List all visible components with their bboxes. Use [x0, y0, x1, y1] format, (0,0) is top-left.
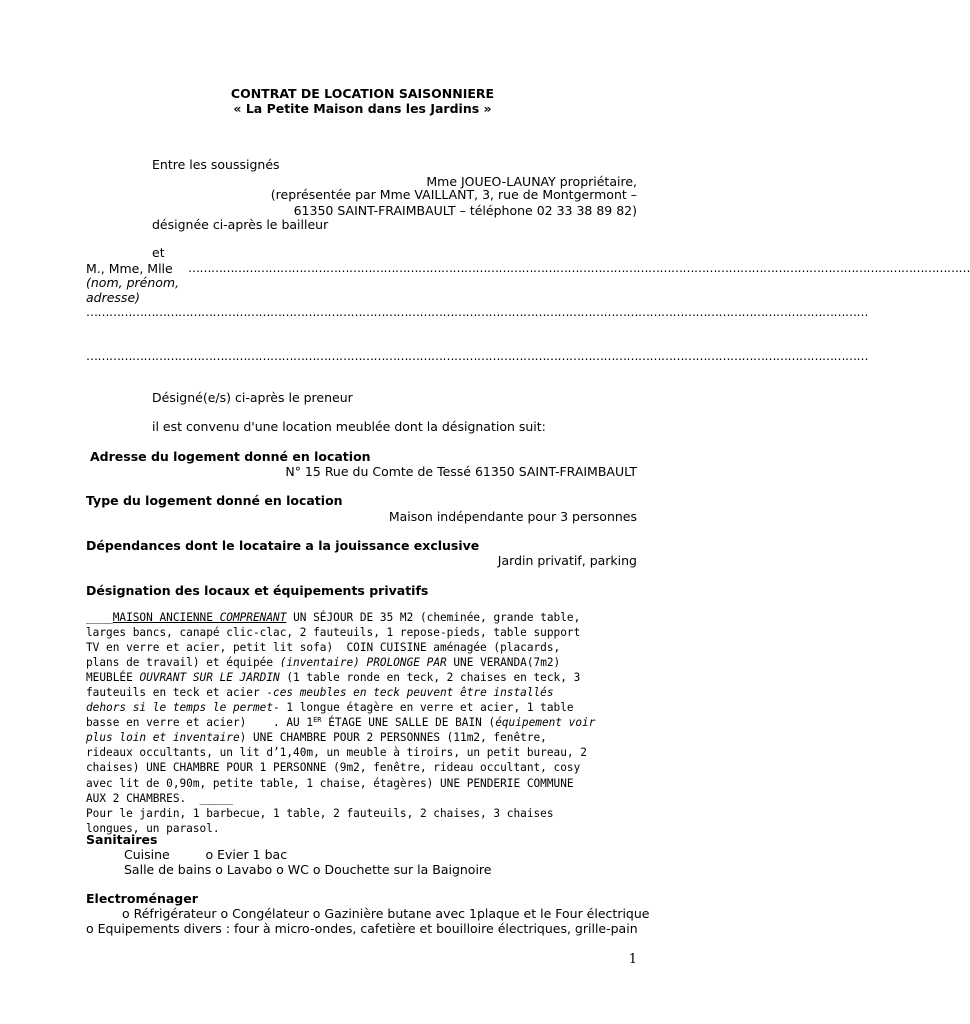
tenant-address-field-2: …………………………………………………………………………………………………………………………………………………………………………………… — [86, 349, 868, 363]
ordinal-suffix: ER — [313, 716, 322, 725]
address-heading: Adresse du logement donné en location — [90, 449, 371, 464]
premises-text: chaises) UNE CHAMBRE POUR 1 PERSONNE (9m2, fenêtre, rideau occultant, cosy — [86, 761, 581, 775]
premises-text: fauteuils en teck et acier — [86, 686, 267, 700]
premises-text: AUX 2 CHAMBRES. — [86, 791, 200, 805]
premises-text: Pour le jardin, 1 barbecue, 1 table, 2 fauteuils, 2 chaises, 3 chaises — [86, 806, 554, 820]
tenant-name-field: …………………………………………………………………………………………………………………………………………………………………………………… — [188, 261, 970, 275]
premises-text: -ces meubles en teck peuvent être installés — [266, 686, 554, 700]
premises-text: avec lit de 0,90m, petite table, 1 chaise, étagères) UNE PENDERIE COMMUNE — [86, 776, 574, 790]
premises-text: - 1 longue étagère en verre et acier, 1 table — [273, 701, 574, 715]
tenant-label: M., Mme, Mlle — [86, 261, 173, 276]
premises-text: équipement voir — [495, 716, 596, 730]
premises-text: UNE VERANDA(7m2) — [446, 656, 561, 670]
tenant-designation: Désigné(e/s) ci-après le preneur — [152, 390, 353, 405]
premises-text: (inventaire) PROLONGE PAR — [279, 656, 447, 670]
sanitaires-line-2: Salle de bains o Lavabo o WC o Douchette sur la Baignoire — [124, 862, 492, 877]
premises-text: plans de travail) et équipée — [86, 656, 280, 670]
premises-text: COMPRENANT — [219, 611, 287, 624]
lessor-label: désignée ci-après le bailleur — [152, 217, 329, 232]
premises-heading: Désignation des locaux et équipements privatifs — [86, 583, 429, 598]
contract-subtitle: « La Petite Maison dans les Jardins » — [233, 101, 492, 116]
premises-text: OUVRANT SUR LE JARDIN — [139, 671, 280, 685]
premises-text: MEUBLÉE — [86, 671, 140, 685]
dependencies-value: Jardin privatif, parking — [497, 553, 637, 568]
blank-line: _____ — [199, 791, 233, 805]
premises-text: ) UNE CHAMBRE POUR 2 PERSONNES (11m2, fenêtre, — [239, 731, 547, 745]
electromenager-heading: Electroménager — [86, 891, 198, 906]
parties-intro: Entre les soussignés — [152, 157, 280, 172]
premises-text: dehors si le temps le permet — [86, 701, 274, 715]
electromenager-line-1: o Réfrigérateur o Congélateur o Gazinière butane avec 1plaque et le Four électrique — [122, 906, 650, 921]
premises-text: longues, un parasol. — [86, 821, 220, 835]
premises-text: plus loin et inventaire — [86, 731, 240, 745]
tenant-hint-1: (nom, prénom, — [86, 275, 180, 290]
premises-text: larges bancs, canapé clic-clac, 2 fauteuils, 1 repose-pieds, table support — [86, 626, 581, 640]
premises-text: basse en verre et acier) . AU 1 — [86, 716, 314, 730]
representative-line-2: 61350 SAINT-FRAIMBAULT – téléphone 02 33 38 89 82) — [293, 203, 637, 218]
tenant-address-field-1: …………………………………………………………………………………………………………………………………………………………………………………… — [86, 305, 868, 319]
type-heading: Type du logement donné en location — [86, 493, 343, 508]
premises-text: (1 table ronde en teck, 2 chaises en teck, 3 — [279, 671, 581, 685]
page-number: 1 — [628, 952, 637, 967]
premises-description — [86, 610, 646, 836]
owner-line: Mme JOUEO-LAUNAY propriétaire, — [426, 174, 637, 189]
representative-line-1: (représentée par Mme VAILLANT, 3, rue de Montgermont – — [270, 187, 637, 202]
premises-text: UN SÉJOUR DE 35 M2 (cheminée, grande table, — [286, 611, 581, 624]
premises-text: rideaux occultants, un lit d’1,40m, un meuble à tiroirs, un petit bureau, 2 — [86, 746, 587, 760]
sanitaires-heading: Sanitaires — [86, 832, 158, 847]
premises-text: ÉTAGE UNE SALLE DE BAIN ( — [321, 716, 496, 730]
premises-text: MAISON ANCIENNE — [112, 611, 220, 624]
tenant-hint-2: adresse) — [86, 290, 141, 305]
and-label: et — [152, 245, 165, 260]
address-value: N° 15 Rue du Comte de Tessé 61350 SAINT-FRAIMBAULT — [285, 464, 637, 479]
sanitaires-line-1: Cuisine o Evier 1 bac — [124, 847, 288, 862]
agreement-line: il est convenu d'une location meublée dont la désignation suit: — [152, 419, 546, 434]
electromenager-line-2: o Equipements divers : four à micro-ondes, cafetière et bouilloire électriques, grille-pain — [86, 921, 638, 936]
contract-title: CONTRAT DE LOCATION SAISONNIERE — [230, 86, 495, 101]
premises-text: TV en verre et acier, petit lit sofa) COIN CUISINE aménagée (placards, — [86, 641, 561, 655]
dependencies-heading: Dépendances dont le locataire a la jouissance exclusive — [86, 538, 480, 553]
type-value: Maison indépendante pour 3 personnes — [388, 509, 637, 524]
blank-line: ____ — [86, 611, 113, 624]
